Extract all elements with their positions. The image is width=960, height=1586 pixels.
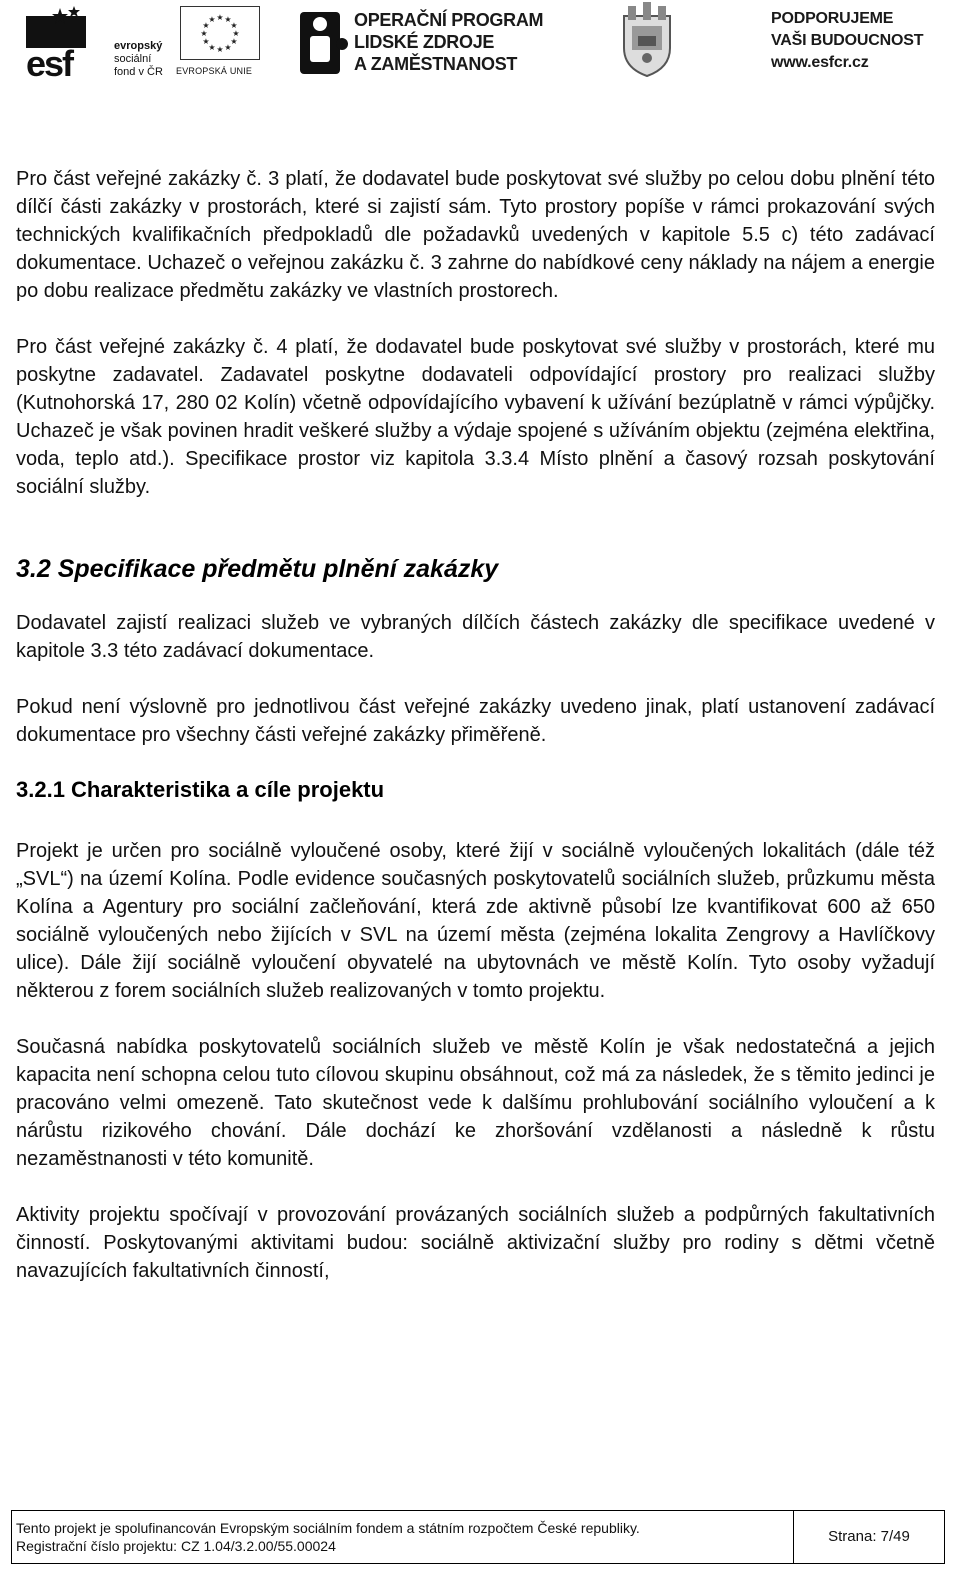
svg-text:★: ★ bbox=[216, 13, 224, 22]
support-line-1: PODPORUJEME bbox=[771, 10, 894, 27]
subsection-heading: 3.2.1 Charakteristika a cíle projektu bbox=[16, 777, 385, 802]
document-body bbox=[16, 165, 935, 1285]
eu-flag bbox=[180, 6, 260, 60]
svg-text:★: ★ bbox=[224, 15, 232, 24]
svg-text:★: ★ bbox=[202, 21, 210, 30]
paragraph-part-3: Pro část veřejné zakázky č. 3 platí, že dodavatel bude poskytovat své služby po celou dobu plnění této dílčí části zakázky v prostorách, které si zajistí sám. Tyto prostory popíše v rámci prokazování svých technických kvalifikačních předpokladů dle požadavků uvedených v kapitole 5.5 c) této zadávací dokumentace. Uchazeč o veřejnou zakázku č. 3 zahrne do nabídkové ceny náklady na nájem a energie po dobu realizace předmětu zakázky ve vlastních prostorech. bbox=[16, 168, 935, 302]
support-line-2: VAŠI BUDOUCNOST bbox=[771, 32, 924, 49]
op-line-3: A ZAMĚSTNANOST bbox=[354, 54, 518, 74]
eu-label: EVROPSKÁ UNIE bbox=[176, 66, 253, 76]
op-line-1: OPERAČNÍ PROGRAM bbox=[354, 10, 544, 30]
esf-logo bbox=[26, 6, 176, 78]
esf-line-1: evropský bbox=[114, 40, 163, 52]
svg-text:★: ★ bbox=[208, 43, 216, 52]
paragraph-part-4: Pro část veřejné zakázky č. 4 platí, že dodavatel bude poskytovat své služby v prostorách, které mu poskytne zadavatel. Zadavatel poskytne dodavateli odpovídající prostory pro realizaci služby (Kutnohorská 17, 280 02 Kolín) včetně odpovídajícího vybavení k užívání bezúplatně v rámci výpůjčky. Uchazeč je však povinen hradit veškeré služby a výdaje spojené s užíváním objektu (zejména elektřina, voda, teplo atd.). Specifikace prostor viz kapitola 3.3.4 Místo plnění a časový rozsah poskytování sociální služby. bbox=[16, 336, 935, 498]
op-title bbox=[354, 9, 543, 75]
support-text bbox=[771, 8, 923, 74]
coat-of-arms-icon bbox=[614, 2, 680, 78]
footer-line-2: Registrační číslo projektu: CZ 1.04/3.2.00/55.00024 bbox=[16, 1538, 336, 1554]
paragraph-current-offer: Současná nabídka poskytovatelů sociálních služeb ve městě Kolín je však nedostatečná a jejich kapacita není schopna celou tuto cílovou skupinu obsáhnout, což má za následek, že s těmito jedinci je pracováno velmi omezeně. Tato skutečnost vede k dalšímu prohlubování sociálního vyloučení a k nárůstu rizikového chování. Dále dochází ke zhoršování vzdělanosti a následně k růstu nezaměstnanosti v této komunitě. bbox=[16, 1036, 935, 1170]
svg-text:★: ★ bbox=[208, 15, 216, 24]
section-heading: 3.2 Specifikace předmětu plnění zakázky bbox=[16, 555, 499, 583]
svg-text:★: ★ bbox=[230, 21, 238, 30]
paragraph-general: Pokud není výslovně pro jednotlivou část veřejné zakázky uvedeno jinak, platí ustanovení zadávací dokumentace pro všechny části veřejné zakázky přiměřeně. bbox=[16, 696, 935, 746]
footer-funding-note bbox=[12, 1511, 794, 1563]
svg-text:★: ★ bbox=[230, 37, 238, 46]
city-crest bbox=[614, 2, 680, 78]
esf-text bbox=[114, 40, 163, 79]
paragraph-activities: Aktivity projektu spočívají v provozování provázaných sociálních služeb a podpůrných fakultativních činností. Poskytovanými aktivitami budou: sociálně aktivizační služby pro rodiny s dětmi včetně navazujících fakultativních činností, bbox=[16, 1204, 935, 1282]
svg-text:★: ★ bbox=[224, 43, 232, 52]
paragraph-target-group: Projekt je určen pro sociálně vyloučené osoby, které žijí v sociálně vyloučených lokalitách (dále též „SVL“) na území Kolína. Podle evidence současných poskytovatelů sociálních služeb, průzkumu města Kolína a Agentury pro sociální začleňování, která zde aktivně působí lze kvantifikovat 600 až 650 sociálně vyloučených nebo žijících v SVL na území města (zejména lokalita Zengrovy a Havlíčkovy ulice). Dále žijí sociálně vyloučení obyvatelé na ubytovnách ve městě Kolín. Tyto osoby vyžadují některou z forem sociálních služeb realizovaných v tomto projektu. bbox=[16, 840, 935, 1002]
op-logo bbox=[296, 6, 546, 78]
svg-text:★: ★ bbox=[200, 29, 208, 38]
svg-text:★: ★ bbox=[232, 29, 240, 38]
page-footer bbox=[11, 1510, 945, 1564]
eu-logo bbox=[176, 6, 260, 78]
svg-text:esf: esf bbox=[26, 43, 73, 78]
esf-line-2: sociální bbox=[114, 53, 152, 65]
support-line-3: www.esfcr.cz bbox=[771, 54, 869, 71]
svg-text:★: ★ bbox=[216, 45, 224, 54]
footer-line-1: Tento projekt je spolufinancován Evropským sociálním fondem a státním rozpočtem České republiky. bbox=[16, 1520, 640, 1536]
svg-text:★: ★ bbox=[202, 37, 210, 46]
puzzle-person-icon bbox=[296, 6, 348, 78]
page-number: Strana: 7/49 bbox=[828, 1528, 910, 1545]
op-line-2: LIDSKÉ ZDROJE bbox=[354, 32, 495, 52]
paragraph-supplier: Dodavatel zajistí realizaci služeb ve vybraných dílčích částech zakázky dle specifikace uvedené v kapitole 3.3 této zadávací dokumentace. bbox=[16, 612, 935, 662]
header-logo-bar bbox=[0, 0, 960, 90]
eu-stars-icon bbox=[181, 7, 259, 59]
esf-line-3: fond v ČR bbox=[114, 66, 163, 78]
